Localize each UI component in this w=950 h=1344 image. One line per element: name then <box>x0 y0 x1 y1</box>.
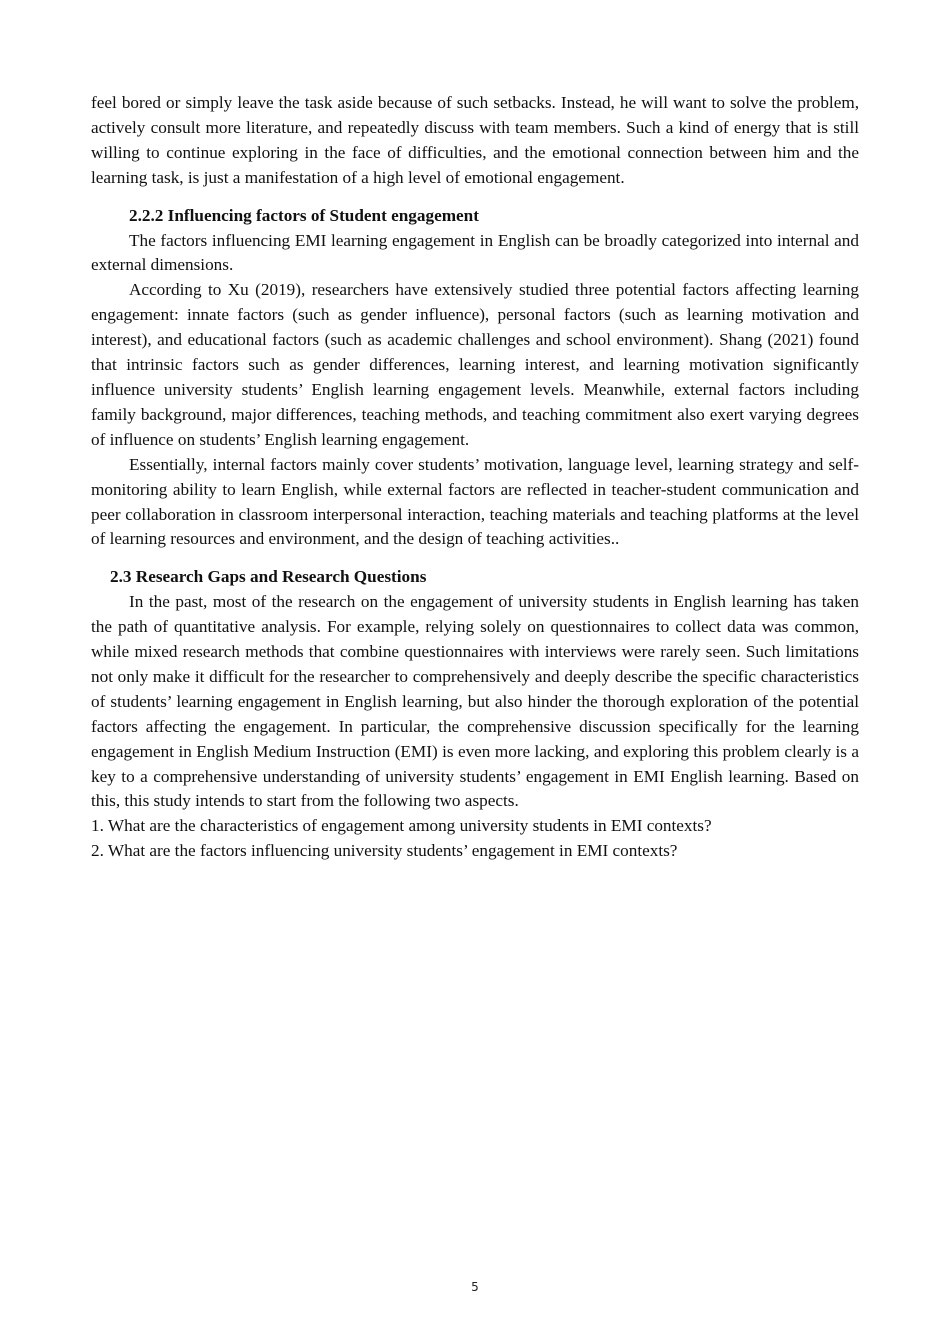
document-page <box>91 91 859 864</box>
research-question-1: 1. What are the characteristics of engagement among university students in EMI contexts? <box>91 816 712 836</box>
section-heading-2-2-2: 2.2.2 Influencing factors of Student engagement <box>129 205 479 225</box>
paragraph-factors-summary: Essentially, internal factors mainly cover students’ motivation, language level, learning strategy and self-monitoring ability to learn English, while external factors are reflected in teacher-student communication and peer collaboration in classroom interpersonal interaction, teaching materials and teaching platforms at the level of learning resources and environment, and the design of teaching activities.. <box>91 454 859 549</box>
research-question-2: 2. What are the factors influencing university students’ engagement in EMI contexts? <box>91 841 678 861</box>
section-heading-2-3: 2.3 Research Gaps and Research Questions <box>110 567 427 587</box>
paragraph-research-gaps: In the past, most of the research on the engagement of university students in English learning has taken the path of quantitative analysis. For example, relying solely on questionnaires to collect data was common, while mixed research methods that combine questionnaires with interviews were rarely seen. Such limitations not only make it difficult for the researcher to comprehensively and deeply describe the specific characteristics of students’ learning engagement in English learning, but also hinder the thorough exploration of the potential factors affecting the engagement. In particular, the comprehensive discussion specifically for the learning engagement in English Medium Instruction (EMI) is even more lacking, and exploring this problem clearly is a key to a comprehensive understanding of university students’ engagement in EMI English learning. Based on this, this study intends to start from the following two aspects. <box>91 592 859 811</box>
page-number: 5 <box>471 1280 479 1294</box>
paragraph-continued: feel bored or simply leave the task aside because of such setbacks. Instead, he will want to solve the problem, actively consult more literature, and repeatedly discuss with team members. Such a kind of energy that is still willing to continue exploring in the face of difficulties, and the emotional connection between him and the learning task, is just a manifestation of a high level of emotional engagement. <box>91 93 859 187</box>
paragraph-factors-literature: According to Xu (2019), researchers have extensively studied three potential factors affecting learning engagement: innate factors (such as gender influence), personal factors (such as learning motivation and interest), and educational factors (such as academic challenges and school environment). Shang (2021) found that intrinsic factors such as gender differences, learning interest, and learning motivation significantly influence university students’ English learning engagement levels. Meanwhile, external factors including family background, major differences, teaching methods, and teaching commitment also exert varying degrees of influence on students’ English learning engagement. <box>91 280 859 449</box>
paragraph-factors-intro: The factors influencing EMI learning engagement in English can be broadly categorized into internal and external dimensions. <box>91 230 859 275</box>
